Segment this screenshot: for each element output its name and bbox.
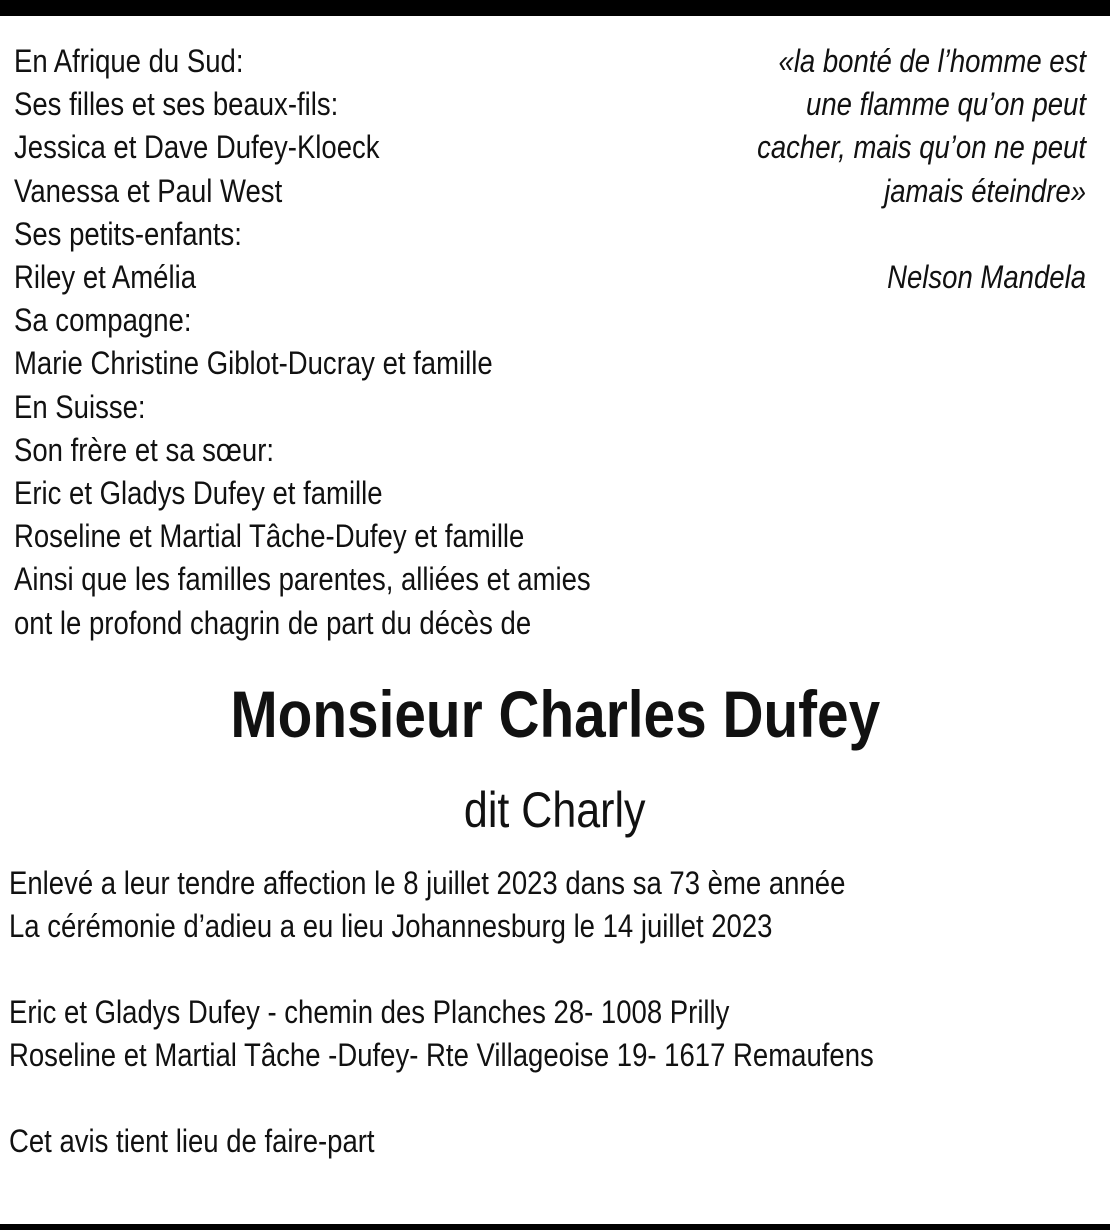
deceased-nickname: dit Charly xyxy=(463,782,646,838)
death-announcement: Enlevé a leur tendre affection le 8 juillet 2023 dans sa 73 ème année xyxy=(9,865,846,901)
quote-line: jamais éteindre» xyxy=(884,172,1086,209)
family-line: Jessica et Dave Dufey-Kloeck xyxy=(14,129,380,166)
family-line: Son frère et sa sœur: xyxy=(14,431,275,468)
quote-author: Nelson Mandela xyxy=(887,258,1086,295)
ceremony-info: La cérémonie d’adieu a eu lieu Johannesburg le 14 juillet 2023 xyxy=(9,908,773,944)
family-line: Roseline et Martial Tâche-Dufey et famille xyxy=(14,518,525,555)
family-line: Vanessa et Paul West xyxy=(14,172,283,209)
family-line: Ses filles et ses beaux-fils: xyxy=(14,86,339,123)
quote-line: une flamme qu’on peut xyxy=(806,86,1086,123)
family-line: Sa compagne: xyxy=(14,302,192,339)
family-line: En Suisse: xyxy=(14,388,146,425)
family-line: Ses petits-enfants: xyxy=(14,215,242,252)
family-line: Marie Christine Giblot-Ducray et famille xyxy=(14,345,493,382)
mandela-quote xyxy=(690,40,1086,299)
family-list xyxy=(14,40,633,645)
quote-line: cacher, mais qu’on ne peut xyxy=(757,129,1086,166)
bottom-border-rule xyxy=(0,1224,1110,1230)
details-block xyxy=(9,862,938,1163)
quote-line: «la bonté de l’homme est xyxy=(778,43,1086,79)
family-line: ont le profond chagrin de part du décès de xyxy=(14,604,532,641)
top-border-rule xyxy=(0,0,1110,16)
family-line: En Afrique du Sud: xyxy=(14,43,244,79)
notice-line: Cet avis tient lieu de faire-part xyxy=(9,1123,375,1159)
address-line: Eric et Gladys Dufey - chemin des Planches 28- 1008 Prilly xyxy=(9,994,730,1030)
deceased-name: Monsieur Charles Dufey xyxy=(230,677,881,751)
address-line: Roseline et Martial Tâche -Dufey- Rte Villageoise 19- 1617 Remaufens xyxy=(9,1037,874,1073)
family-line: Eric et Gladys Dufey et famille xyxy=(14,475,383,512)
family-line: Riley et Amélia xyxy=(14,259,197,296)
family-line: Ainsi que les familles parentes, alliées et amies xyxy=(14,561,591,598)
